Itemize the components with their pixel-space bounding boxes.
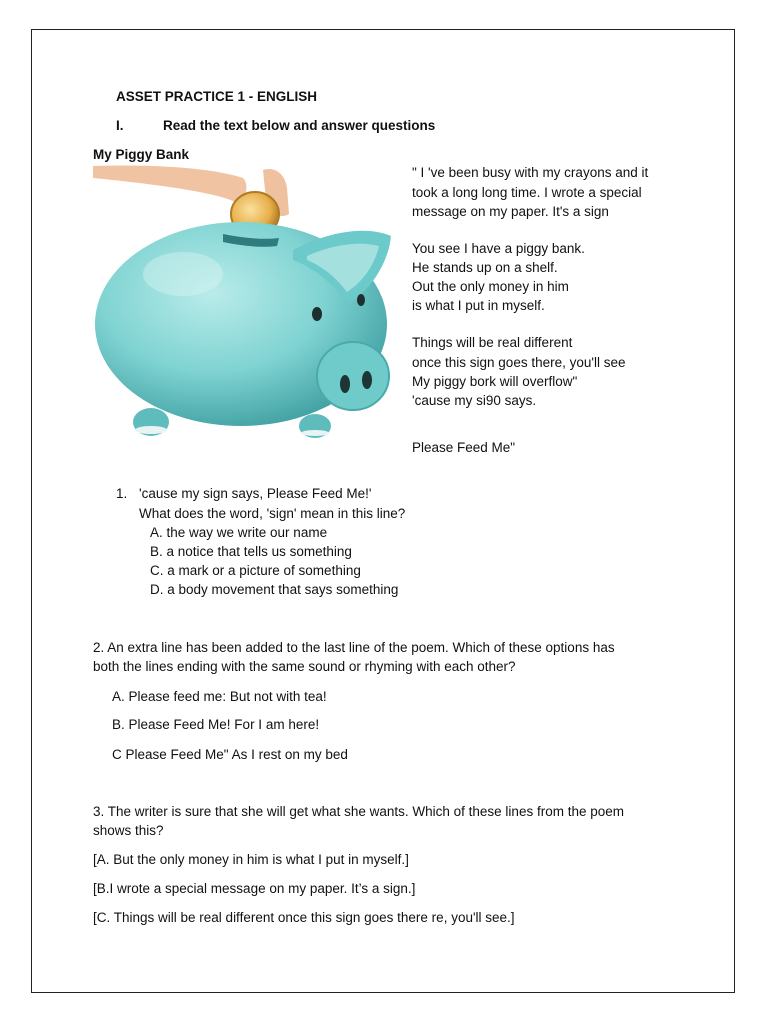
question-2-option-b: B. Please Feed Me! For I am here!	[112, 717, 320, 732]
question-2-option-a: A. Please feed me: But not with tea!	[112, 689, 327, 704]
pig-nostril-left	[340, 375, 350, 393]
section-instruction: Read the text below and answer questions	[163, 118, 436, 133]
pig-hoof-right	[301, 430, 329, 436]
poem-title: My Piggy Bank	[93, 147, 190, 162]
question-3-text: 3. The writer is sure that she will get what she wants. Which of these lines from the poem	[93, 804, 624, 819]
poem-line: Things will be real different	[412, 335, 573, 350]
pig-eye-left	[312, 307, 322, 321]
question-3-text-cont: shows this?	[93, 823, 164, 838]
poem-line: My piggy bork will overflow"	[412, 374, 578, 389]
pig-hoof-left	[135, 426, 167, 434]
question-1-option-d: D. a body movement that says something	[150, 582, 399, 597]
question-3-option-c: [C. Things will be real different once this sign goes there re, you'll see.]	[93, 910, 515, 925]
pig-highlight	[143, 252, 223, 296]
poem-line: Please Feed Me"	[412, 440, 516, 455]
question-2-option-c: C Please Feed Me" As I rest on my bed	[112, 747, 348, 762]
question-3-option-b: [B.I wrote a special message on my paper. It’s a sign.]	[93, 881, 416, 896]
poem-line: message on my paper. It's a sign	[412, 204, 609, 219]
question-1-option-a: A. the way we write our name	[150, 525, 328, 540]
poem-line: once this sign goes there, you'll see	[412, 355, 626, 370]
poem-line: took a long long time. I wrote a special	[412, 185, 642, 200]
question-2-text-cont: both the lines ending with the same sound or rhyming with each other?	[93, 659, 516, 674]
poem-line: 'cause my si90 says.	[412, 393, 537, 408]
section-number: I.	[116, 118, 124, 133]
worksheet-title: ASSET PRACTICE 1 - ENGLISH	[116, 89, 318, 104]
poem-line: You see I have a piggy bank.	[412, 241, 585, 256]
poem-line: " I 've been busy with my crayons and it	[412, 165, 649, 180]
pig-nostril-right	[362, 371, 372, 389]
question-1-quote: 'cause my sign says, Please Feed Me!'	[139, 486, 372, 501]
question-1-option-c: C. a mark or a picture of something	[150, 563, 361, 578]
poem-line: He stands up on a shelf.	[412, 260, 558, 275]
poem-line: is what I put in myself.	[412, 298, 545, 313]
question-1-prompt: What does the word, 'sign' mean in this line?	[139, 506, 406, 521]
hand-shape	[93, 166, 246, 205]
pig-snout	[317, 342, 389, 410]
piggy-bank-illustration	[93, 164, 400, 456]
poem-line: Out the only money in him	[412, 279, 569, 294]
question-2-text: 2. An extra line has been added to the last line of the poem. Which of these options has	[93, 640, 615, 655]
question-1-number: 1.	[116, 486, 128, 501]
question-3-option-a: [A. But the only money in him is what I put in myself.]	[93, 852, 409, 867]
question-1-option-b: B. a notice that tells us something	[150, 544, 352, 559]
pig-eye-right	[357, 294, 365, 306]
